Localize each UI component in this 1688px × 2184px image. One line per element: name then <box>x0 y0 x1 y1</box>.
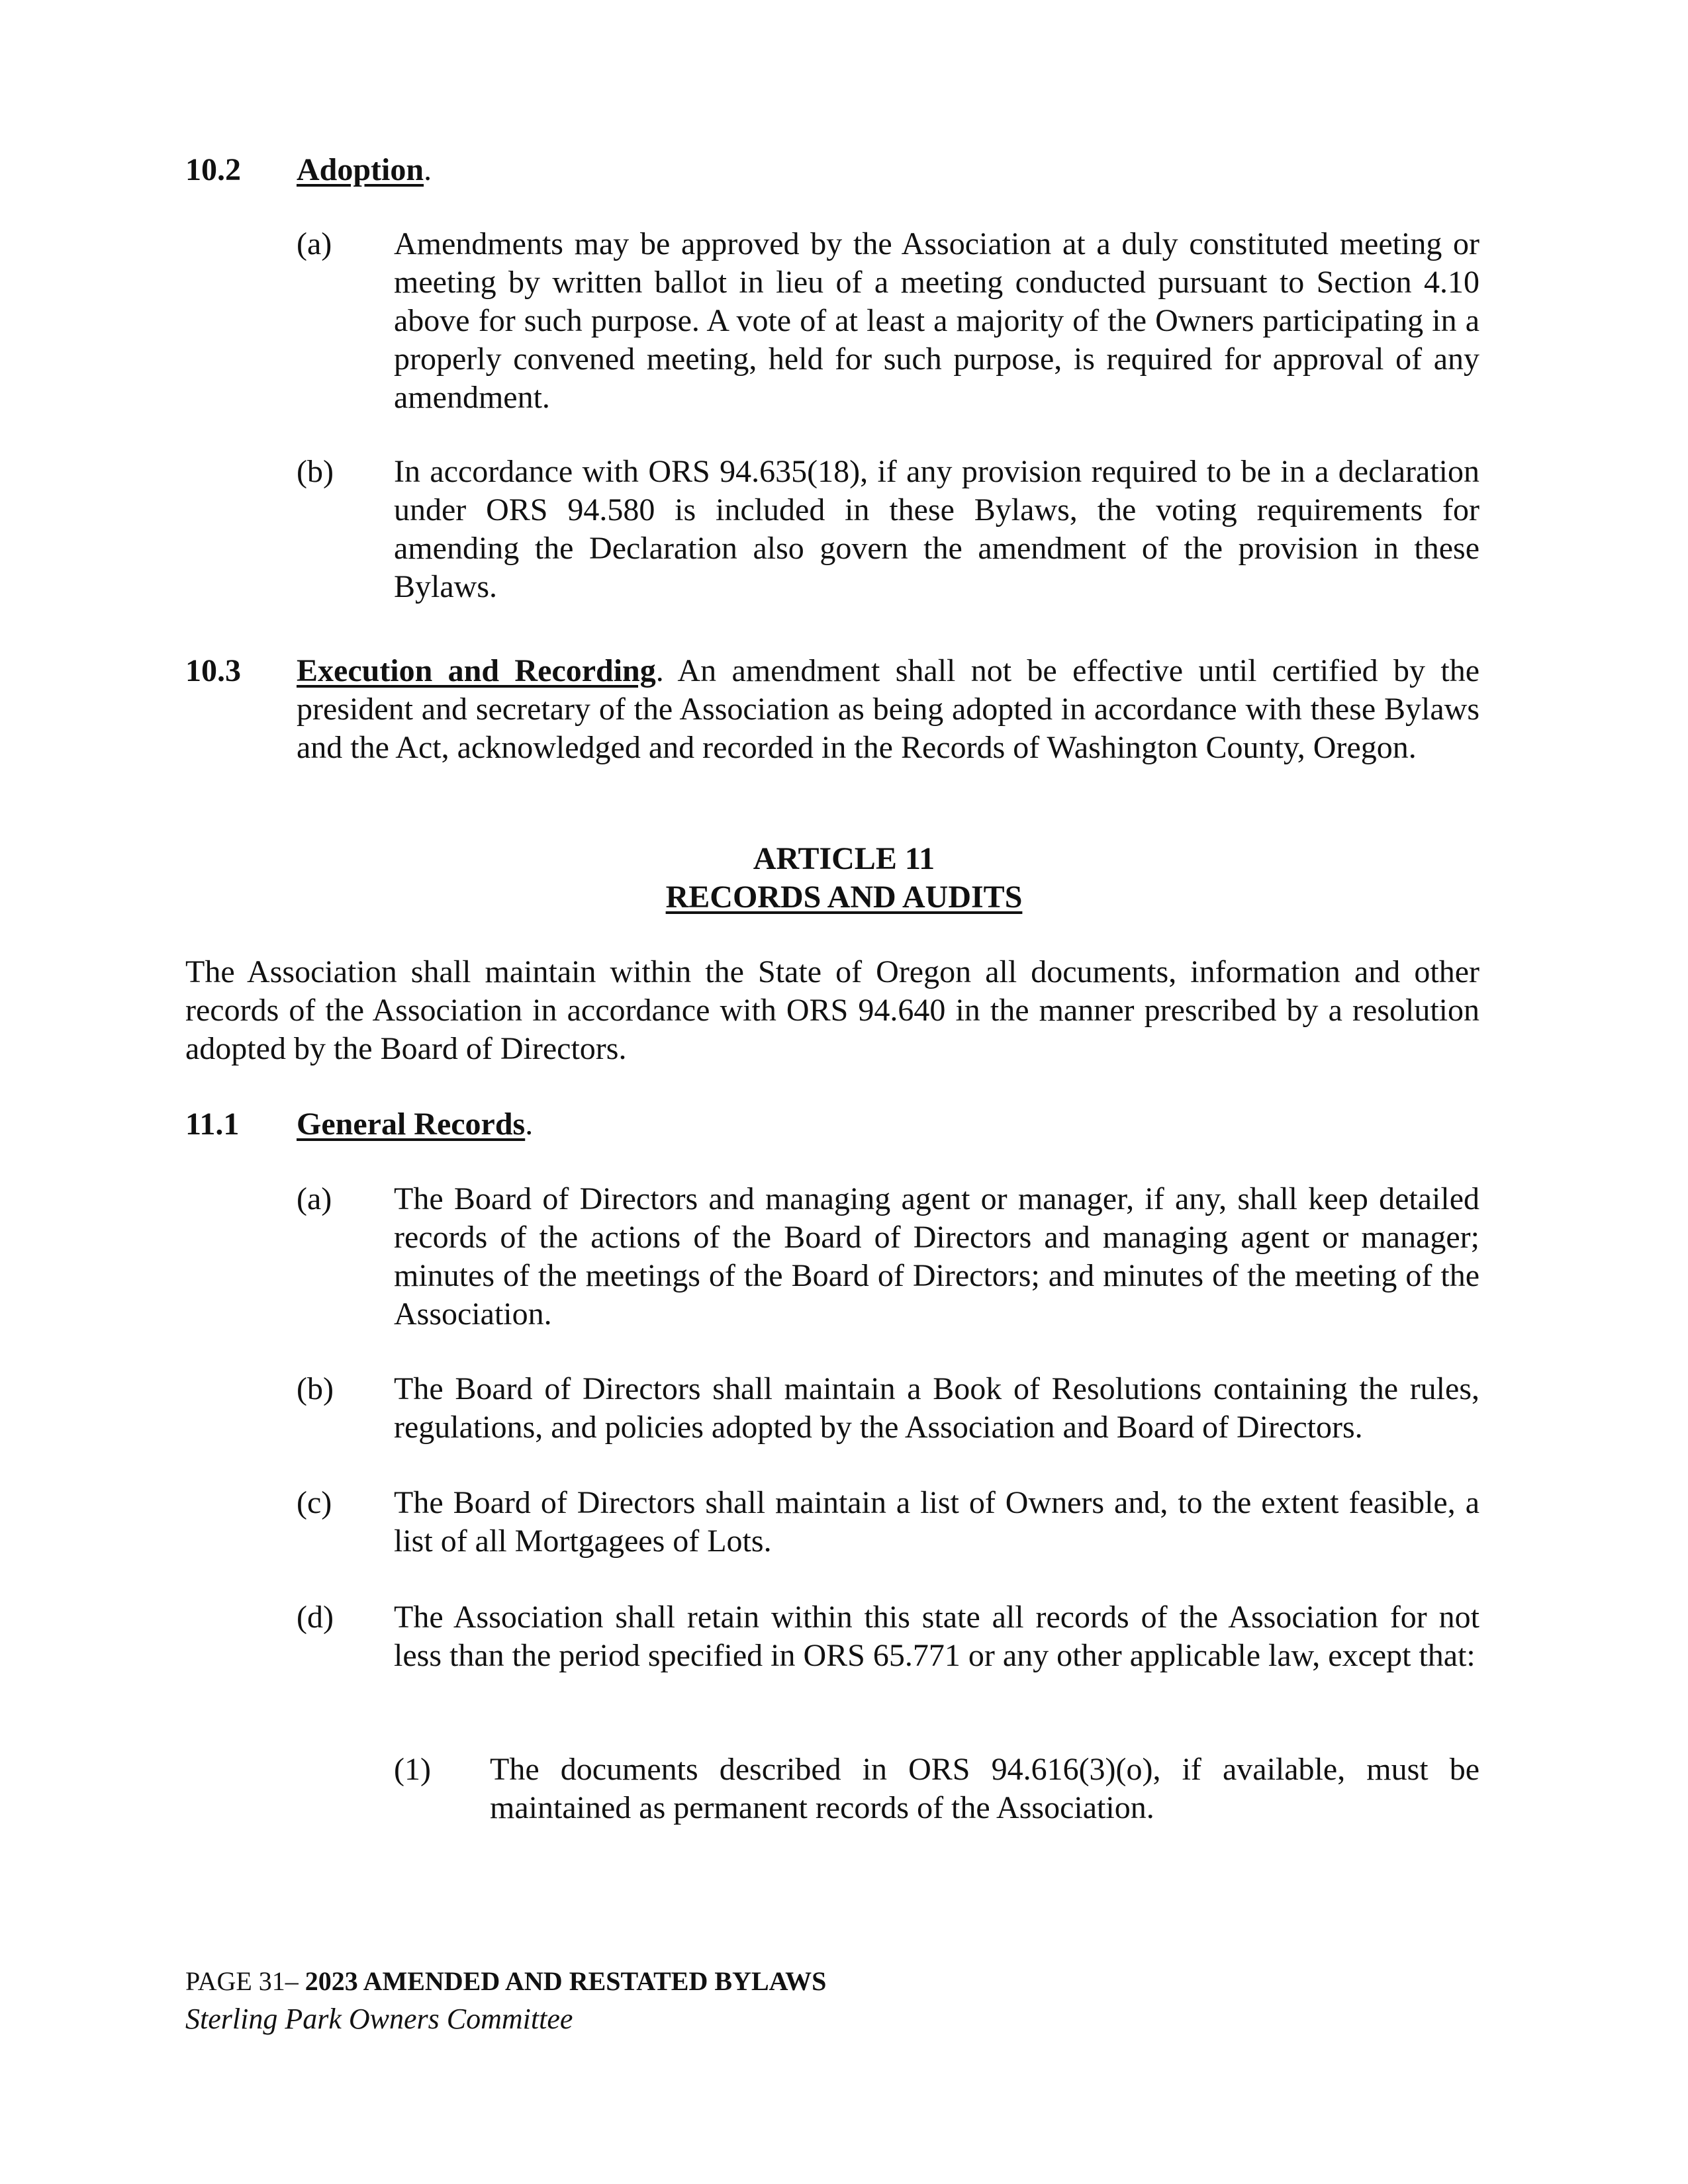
item-text: In accordance with ORS 94.635(18), if any provision required to be in a declaration under ORS 94.580 is included in these Bylaws, the voting requirements for amending the Declaration also govern the amendment of the provision in these Bylaws. <box>394 454 1479 604</box>
article-title: RECORDS AND AUDITS <box>665 880 1023 915</box>
item-text: Amendments may be approved by the Association at a duly constituted meeting or meeting by written ballot in lieu of a meeting conducted pursuant to Section 4.10 above for such purpose. A vote of at least a majority of the Owners participating in a properly convened meeting, held for such purpose, is required for approval of any amendment. <box>394 226 1479 415</box>
section-number: 10.3 <box>185 653 241 688</box>
subitem-text: The documents described in ORS 94.616(3)(o), if available, must be maintained as permanent records of the Association. <box>490 1752 1479 1825</box>
section-number: 11.1 <box>185 1107 240 1142</box>
item-label: (d) <box>297 1600 334 1635</box>
item-label: (b) <box>297 1371 334 1406</box>
item-text: The Association shall retain within this state all records of the Association for not less than the period specified in ORS 65.771 or any other applicable law, except that: <box>394 1600 1479 1673</box>
section-title: Adoption <box>297 152 424 187</box>
organization-name: Sterling Park Owners Committee <box>185 2003 573 2035</box>
item-text: The Board of Directors and managing agent or manager, if any, shall keep detailed records of the actions of the Board of Directors and managing agent or manager; minutes of the meetings of the Board of Directors; and minutes of the meeting of the Association. <box>394 1181 1479 1332</box>
section-number: 10.2 <box>185 152 241 187</box>
section-heading: General Records. <box>297 1107 534 1142</box>
page-number: PAGE 31– <box>185 1966 299 1996</box>
item-label: (c) <box>297 1485 332 1520</box>
section-paragraph: Execution and Recording. An amendment shall not be effective until certified by the president and secretary of the Association as being adopted in accordance with these Bylaws and the Act, acknowledged and recorded in the Records of Washington County, Oregon. <box>297 653 1480 765</box>
article-intro: The Association shall maintain within the State of Oregon all documents, information and other records of the Association in accordance with ORS 94.640 in the manner prescribed by a resolution adopted by the Board of Directors. <box>185 954 1479 1066</box>
subitem-label: (1) <box>394 1752 431 1787</box>
item-text: The Board of Directors shall maintain a Book of Resolutions containing the rules, regulations, and policies adopted by the Association and Board of Directors. <box>394 1371 1479 1445</box>
item-text: The Board of Directors shall maintain a list of Owners and, to the extent feasible, a list of all Mortgagees of Lots. <box>394 1485 1479 1559</box>
section-title: General Records <box>297 1107 526 1142</box>
page-footer <box>185 1966 826 1997</box>
item-label: (b) <box>297 454 334 489</box>
section-heading: Adoption. <box>297 152 432 187</box>
item-label: (a) <box>297 226 332 261</box>
article-heading: ARTICLE 11 <box>753 841 935 876</box>
section-title: Execution and Recording <box>297 653 656 688</box>
item-label: (a) <box>297 1181 332 1216</box>
document-title: 2023 AMENDED AND RESTATED BYLAWS <box>298 1966 827 1996</box>
